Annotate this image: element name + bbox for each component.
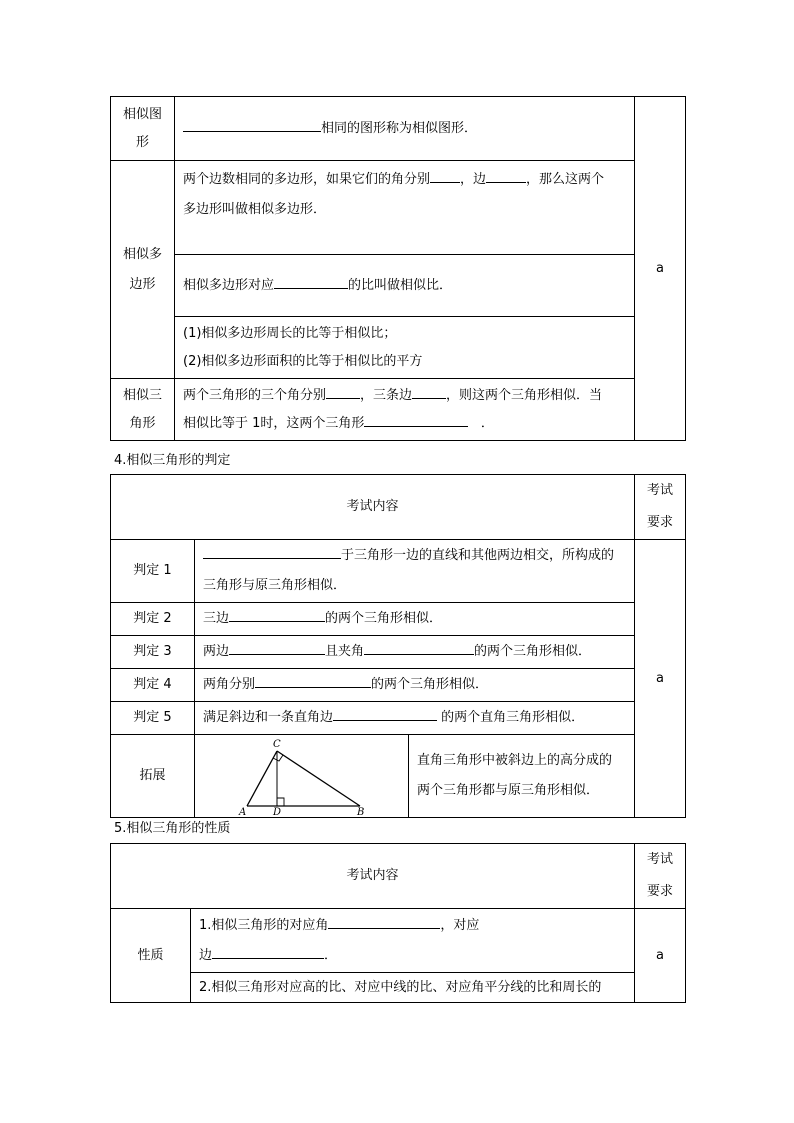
vertex-label-a: A [239, 807, 247, 816]
answer-blank[interactable] [486, 166, 526, 183]
answer-blank[interactable] [328, 912, 440, 929]
label-similar-figures [111, 97, 175, 161]
criterion-4-label: 判定 4 [111, 669, 195, 702]
similar-figures-table [110, 96, 686, 441]
section-4-heading: 4.相似三角形的判定 [114, 453, 231, 468]
extension-text: 直角三角形中被斜边上的高分成的 两个三角形都与原三角形相似． [409, 735, 635, 818]
answer-blank[interactable] [255, 671, 371, 688]
vertex-label-d: D [273, 807, 282, 816]
right-triangle-altitude-diagram [195, 736, 409, 816]
answer-blank[interactable] [274, 272, 348, 289]
label-similar-triangles: 相似三角形 [111, 379, 175, 441]
requirement-cell: a [635, 909, 686, 1003]
answer-blank[interactable] [430, 166, 460, 183]
criterion-1-text: 于三角形一边的直线和其他两边相交，所构成的 三角形与原三角形相似． [195, 540, 635, 603]
similar-triangle-properties-table [110, 843, 686, 1003]
similar-triangle-criteria-table [110, 474, 686, 818]
label-similar-polygons: 相似多边形 [111, 161, 175, 379]
properties-label: 性质 [111, 909, 191, 1003]
requirement-cell: a [635, 540, 686, 818]
property-1-text: 1.相似三角形的对应角 ，对应 边 ． [191, 909, 635, 973]
similar-figures-definition: 相同的图形称为相似图形． [175, 97, 635, 161]
similar-triangles-definition: 两个三角形的三个角分别 ，三条边 ，则这两个三角形相似．当 相似比等于 1时，这两个三角形 ． [175, 379, 635, 441]
answer-blank[interactable] [364, 410, 468, 427]
answer-blank[interactable] [412, 382, 446, 399]
section-5-heading: 5.相似三角形的性质 [114, 821, 231, 836]
header-content: 考试内容 [111, 844, 635, 909]
criterion-1-label: 判定 1 [111, 540, 195, 603]
property-2-text: 2.相似三角形对应高的比、对应中线的比、对应角平分线的比和周长的 [191, 973, 635, 1003]
answer-blank[interactable] [229, 638, 325, 655]
answer-blank[interactable] [183, 115, 321, 132]
criterion-3-label: 判定 3 [111, 636, 195, 669]
criterion-2-label: 判定 2 [111, 603, 195, 636]
criterion-5-label: 判定 5 [111, 702, 195, 735]
similar-polygons-properties: (1)相似多边形周长的比等于相似比； (2)相似多边形面积的比等于相似比的平方 [175, 317, 635, 379]
criterion-5-text: 满足斜边和一条直角边 的两个直角三角形相似． [195, 702, 635, 735]
answer-blank[interactable] [326, 382, 360, 399]
vertex-label-b: B [357, 807, 365, 816]
answer-blank[interactable] [333, 704, 437, 721]
header-requirement: 考试要求 [635, 844, 686, 909]
similar-polygons-definition: 两个边数相同的多边形，如果它们的角分别 ，边 ，那么这两个 多边形叫做相似多边形． [175, 161, 635, 255]
vertex-label-c: C [273, 739, 281, 750]
similarity-ratio-definition: 相似多边形对应 的比叫做相似比． [175, 255, 635, 317]
answer-blank[interactable] [212, 942, 324, 959]
header-requirement: 考试要求 [635, 475, 686, 540]
criterion-2-text: 三边 的两个三角形相似． [195, 603, 635, 636]
requirement-cell: a [635, 97, 686, 441]
criterion-4-text: 两角分别 的两个三角形相似． [195, 669, 635, 702]
answer-blank[interactable] [364, 638, 474, 655]
criterion-3-text: 两边 且夹角 的两个三角形相似． [195, 636, 635, 669]
header-content: 考试内容 [111, 475, 635, 540]
answer-blank[interactable] [203, 542, 341, 559]
right-triangle-figure-cell [195, 735, 409, 818]
extension-label: 拓展 [111, 735, 195, 818]
label-text: 相似图形 [122, 106, 162, 150]
answer-blank[interactable] [229, 605, 325, 622]
